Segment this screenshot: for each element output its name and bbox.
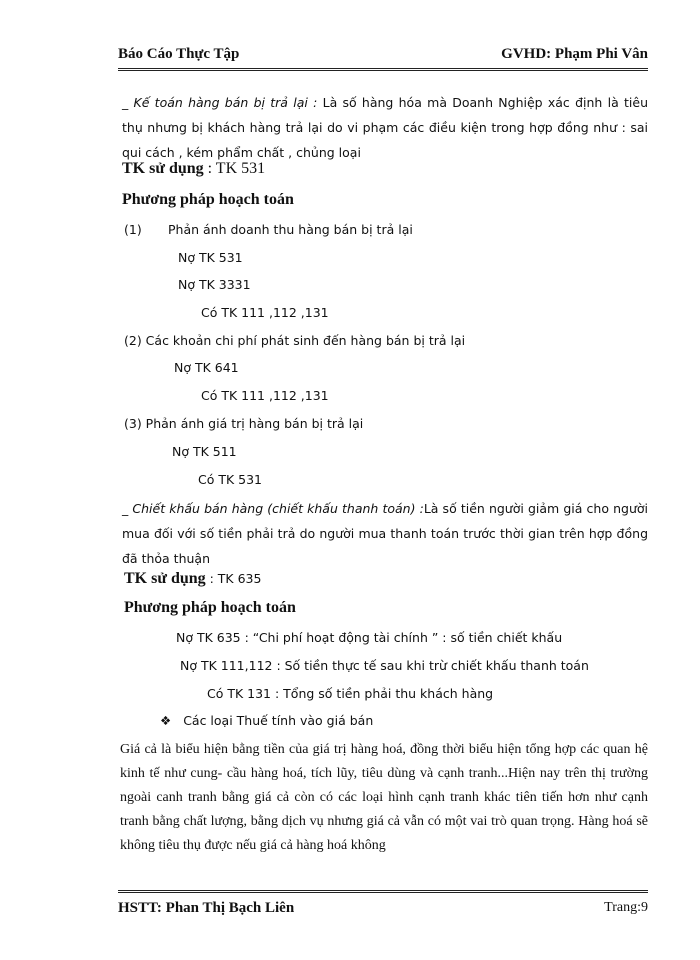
step-3-credit: Có TK 531: [198, 472, 263, 487]
step-2-credit: Có TK 111 ,112 ,131: [201, 388, 329, 403]
discount-label: _ Chiết khấu bán hàng (chiết khấu thanh toán) :: [122, 501, 424, 516]
discount-entry-3: Có TK 131 : Tổng số tiền phải thu khách hàng: [207, 686, 494, 701]
step-3-text: (3) Phản ánh giá trị hàng bán bị trả lại: [124, 416, 364, 431]
step-1-text: Phản ánh doanh thu hàng bán bị trả lại: [168, 222, 413, 237]
instructor-name: GVHD: Phạm Phi Vân: [501, 46, 648, 62]
tk-used-label-2: TK sử dụng: [124, 570, 206, 587]
tk-used-value-2: : TK 635: [205, 571, 262, 586]
discount-entry-1: Nợ TK 635 : “Chi phí hoạt động tài chính ” : số tiền chiết khấu: [176, 630, 563, 645]
page-number: Trang:9: [604, 900, 648, 915]
step-1-debit-531: Nợ TK 531: [178, 250, 243, 265]
bullet-diamond-icon: ❖: [160, 713, 172, 728]
tax-heading: [160, 713, 373, 728]
tax-heading-text: Các loại Thuế tính vào giá bán: [183, 713, 374, 728]
step-3-debit: Nợ TK 511: [172, 444, 237, 459]
tax-paragraph: Giá cả là biểu hiện bằng tiền của giá trị hàng hoá, đồng thời biểu hiện tổng hợp các quan hệ kinh tế như cung- cầu hàng hoá, tích lũy, tiêu dùng và cạnh tranh...Hiện nay trên thị trường ngoài canh tranh bằng giá cả còn có các loại hình cạnh tranh khác tiên tiến hơn như cạnh tranh bằng chất lượng, bằng dịch vụ nhưng giá cả vẫn có một vai trò quan trọng. Hàng hoá sẽ không tiêu thụ được nếu giá cả hàng hoá không: [120, 742, 648, 853]
returned-goods-label: _ Kế toán hàng bán bị trả lại :: [122, 95, 318, 110]
method-heading-1: Phương pháp hoạch toán: [122, 191, 294, 208]
returned-goods-paragraph: [122, 90, 648, 165]
tk-used-635: [124, 570, 261, 588]
student-name: HSTT: Phan Thị Bạch Liên: [118, 900, 295, 916]
tk-used-531: [122, 160, 265, 178]
discount-paragraph: [122, 496, 648, 571]
step-1-debit-3331: Nợ TK 3331: [178, 277, 251, 292]
method-heading-2: Phương pháp hoạch toán: [124, 599, 296, 616]
step-1-num: (1): [124, 222, 142, 237]
step-1-credit: Có TK 111 ,112 ,131: [201, 305, 329, 320]
returned-goods-text: Là số hàng hóa mà Doanh Nghiệp xác định là tiêu thụ nhưng bị khách hàng trả lại do vi phạm các điều kiện trong hợp đồng như : sai qui cách , kém phẩm chất , chủng loại: [122, 95, 648, 160]
step-2-debit: Nợ TK 641: [174, 360, 239, 375]
report-title: Báo Cáo Thực Tập: [118, 46, 240, 62]
tk-used-value: : TK 531: [203, 160, 266, 177]
page-header: [118, 44, 648, 71]
page-footer: [118, 890, 648, 921]
tk-used-label: TK sử dụng: [122, 160, 204, 177]
discount-entry-2: Nợ TK 111,112 : Số tiền thực tế sau khi trừ chiết khấu thanh toán: [180, 658, 589, 673]
step-2-text: (2) Các khoản chi phí phát sinh đến hàng bán bị trả lại: [124, 333, 466, 348]
discount-text: Là số tiền người giảm giá cho người mua đối với số tiền phải trả do người mua thanh toán trước thời gian trên hợp đồng đã thỏa thuận: [122, 501, 649, 566]
